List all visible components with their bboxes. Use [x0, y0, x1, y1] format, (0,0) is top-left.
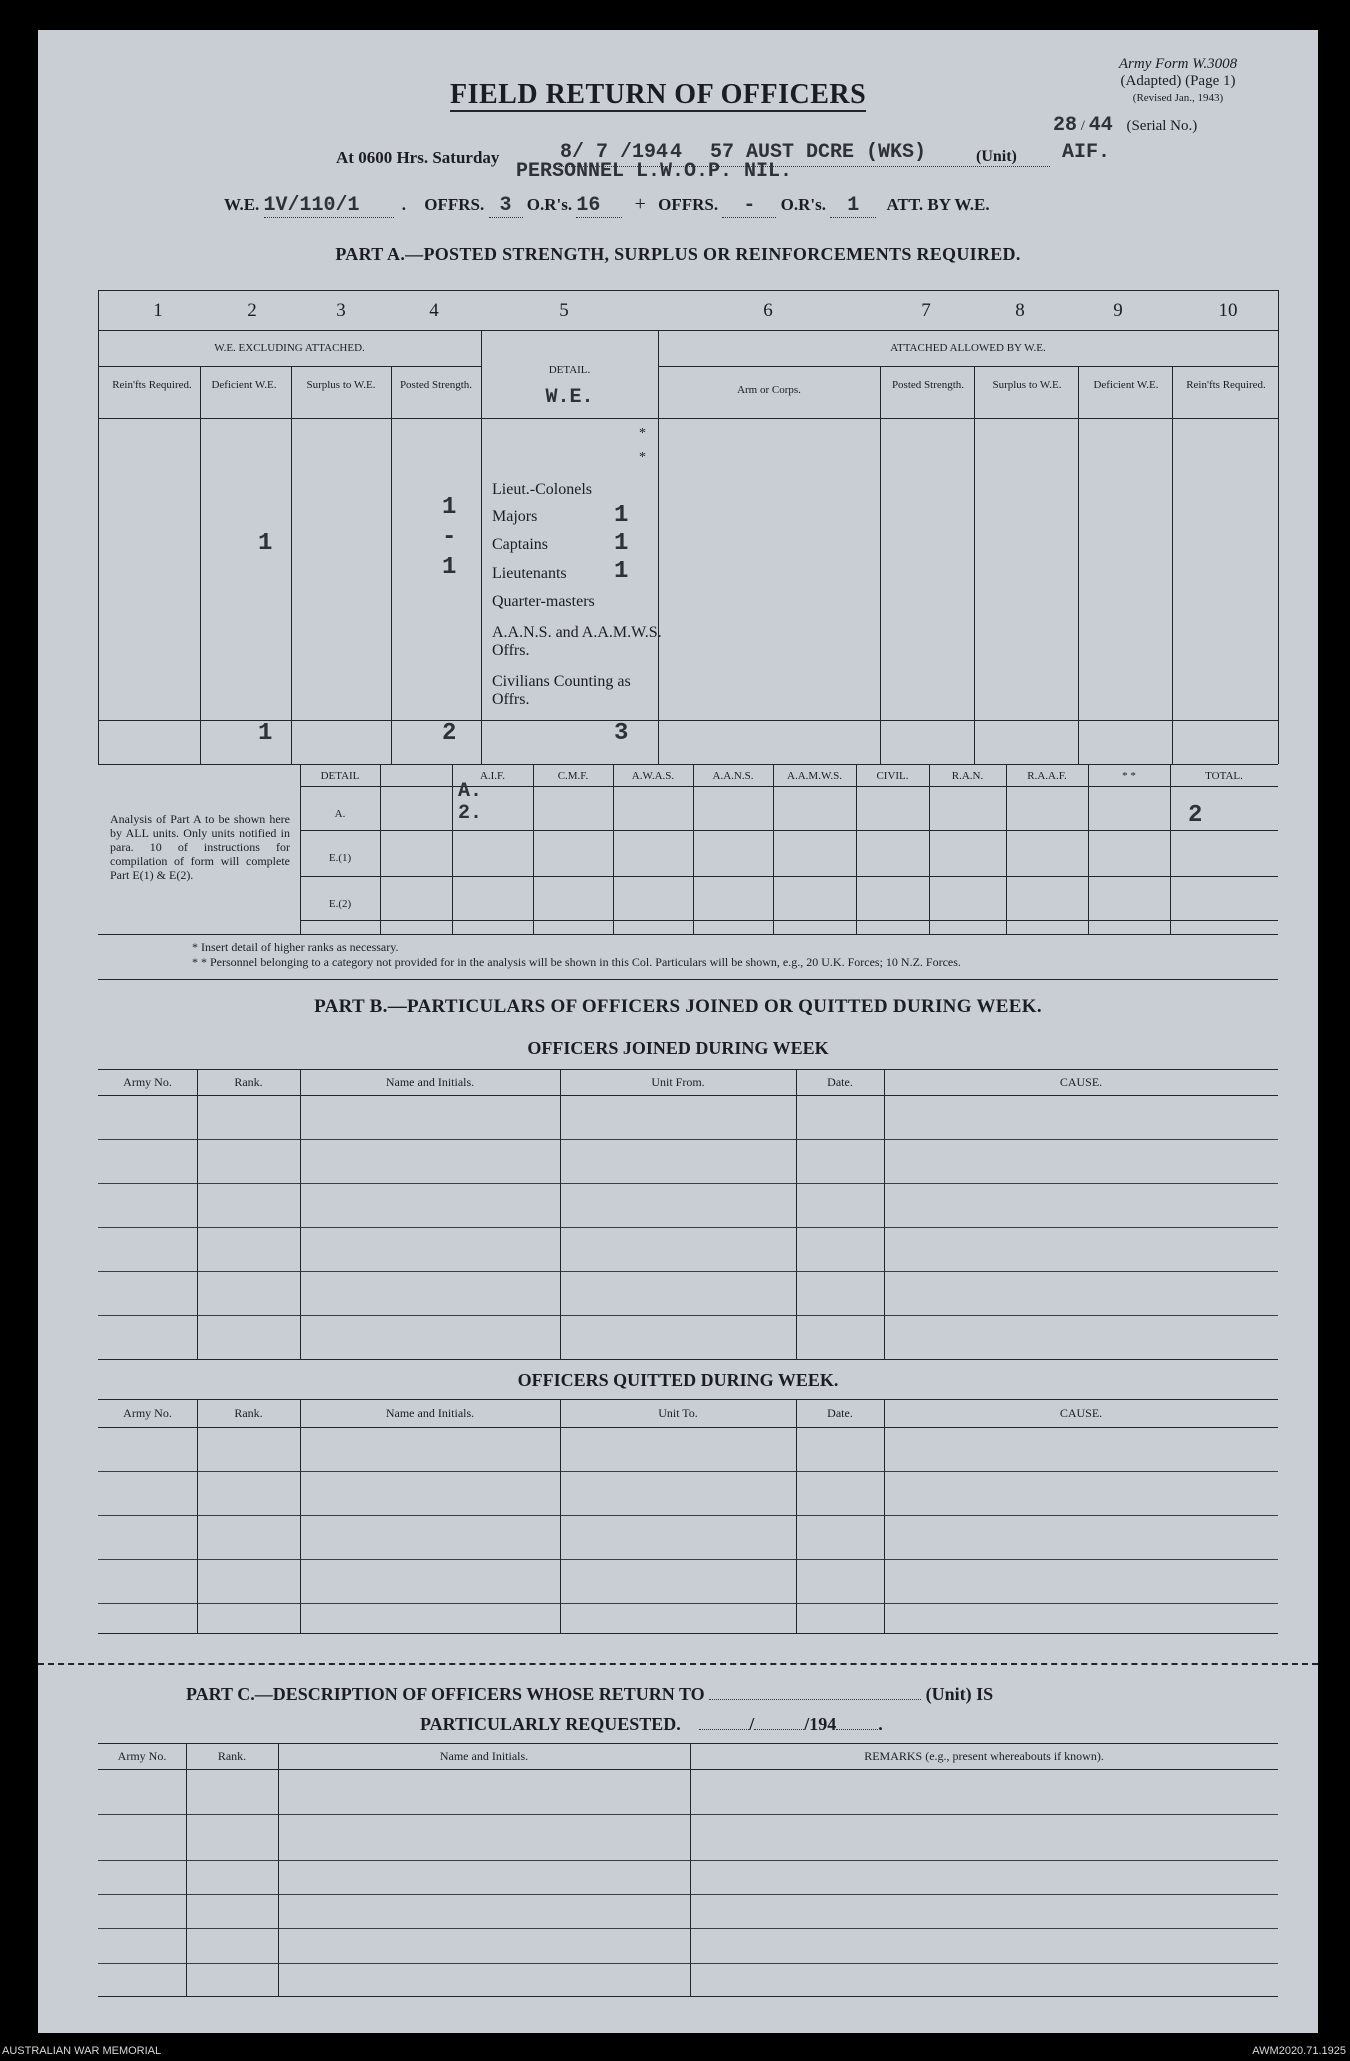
form-title: FIELD RETURN OF OFFICERS: [450, 79, 867, 110]
rank-lieut-colonels: Lieut.-Colonels: [492, 481, 592, 498]
part-c-header-rank: Rank.: [217, 1749, 247, 1763]
footer-left: AUSTRALIAN WAR MEMORIAL: [2, 2045, 162, 2057]
rank-civilians: Civilians Counting as Offrs.: [492, 673, 631, 708]
footnote-1: * Insert detail of higher ranks as necessary.: [192, 940, 399, 954]
joined-header-date: Date.: [827, 1075, 853, 1089]
att-label: ATT. BY W.E.: [886, 195, 990, 214]
plus-sign: +: [634, 193, 646, 215]
col-number-9: 9: [1113, 300, 1123, 321]
perforation-line: [38, 1663, 1318, 1665]
ors2-label: O.R's.: [780, 195, 826, 214]
personnel-note: PERSONNEL L.W.O.P. NIL.: [516, 160, 793, 183]
form-number: [1078, 56, 1278, 107]
form-number-line2: (Adapted) (Page 1): [1120, 73, 1236, 89]
analysis-header-civil: CIVIL.: [876, 770, 909, 782]
we-line: W.E. 1V/110/1 . OFFRS. 3 O.R's. 16 + OFFRS. - O.R's. 1 ATT. BY W.E.: [224, 193, 990, 217]
date-value: 8/ 7 /194: [560, 141, 669, 164]
analysis-header-awas: A.W.A.S.: [631, 770, 675, 782]
analysis-detail-header: DETAIL: [320, 770, 360, 782]
quitted-header-army-no: Army No.: [123, 1406, 172, 1420]
rank-aans-aamws: A.A.N.S. and A.A.M.W.S. Offrs.: [492, 624, 662, 659]
analysis-row-a: A.: [334, 808, 346, 820]
deficient-value: 1: [258, 530, 273, 557]
part-a-title: PART A.—POSTED STRENGTH, SURPLUS OR REINFORCEMENTS REQUIRED.: [335, 244, 1021, 264]
date-year-end: 4: [670, 141, 683, 164]
footer-right: AWM2020.71.1925: [1252, 2045, 1346, 2057]
header-att-surplus-we: Surplus to W.E.: [992, 379, 1062, 391]
analysis-aif-typed: A.: [458, 780, 483, 803]
unit-value: 57 AUST DCRE (WKS): [710, 141, 927, 164]
ors-value: 16: [576, 194, 622, 218]
form-number-line1: Army Form W.3008: [1118, 56, 1238, 72]
posted-value-lieutenants: 1: [442, 554, 457, 581]
date-label: At 0600 Hrs. Saturday: [336, 148, 500, 167]
detail-we-value: W.E.: [545, 386, 594, 409]
col-number-5: 5: [559, 300, 569, 321]
total-we: 3: [614, 720, 629, 747]
analysis-total-value: 2: [1188, 802, 1203, 829]
part-c-header-remarks: REMARKS (e.g., present whereabouts if known).: [864, 1749, 1104, 1763]
analysis-row-e1: E.(1): [328, 852, 352, 864]
part-c-requested: PARTICULARLY REQUESTED.: [420, 1714, 681, 1734]
col-number-2: 2: [247, 300, 257, 321]
detail-header: DETAIL.: [548, 364, 591, 376]
quitted-header-rank: Rank.: [234, 1406, 263, 1420]
we-value-captains: 1: [614, 530, 629, 557]
analysis-header-aif: A.I.F.: [479, 770, 506, 782]
we-value-lieutenants: 1: [614, 558, 629, 585]
aif-value: AIF.: [1062, 141, 1111, 164]
part-b-title: PART B.—PARTICULARS OF OFFICERS JOINED OR QUITTED DURING WEEK.: [314, 996, 1042, 1017]
posted-value-captains: -: [442, 524, 457, 551]
header-reinfts-required: Rein'fts Required.: [112, 379, 192, 391]
col-number-4: 4: [429, 300, 439, 321]
serial-number-label: (Serial No.): [1126, 118, 1198, 134]
part-c-line1: [186, 1684, 993, 1705]
serial-year-value: 44: [1088, 114, 1113, 137]
analysis-header-ran: R.A.N.: [951, 770, 984, 782]
col-number-1: 1: [153, 300, 163, 321]
analysis-header-cmf: C.M.F.: [557, 770, 589, 782]
header-att-deficient-we: Deficient W.E.: [1093, 379, 1159, 391]
group-header-attached: ATTACHED ALLOWED BY W.E.: [890, 342, 1046, 354]
part-c-header-army-no: Army No.: [117, 1749, 167, 1763]
rank-majors: Majors: [492, 508, 538, 525]
part-c-unit-label: (Unit) IS: [925, 1684, 994, 1704]
total-deficient: 1: [258, 720, 273, 747]
quitted-header-unit-to: Unit To.: [658, 1406, 698, 1420]
unit-label: (Unit): [976, 148, 1017, 165]
star-marker: *: [639, 426, 646, 441]
part-c-year: /194: [804, 1714, 837, 1734]
rank-captains: Captains: [492, 536, 548, 553]
analysis-row-e2: E.(2): [328, 898, 352, 910]
serial-number-line: 28 / 44 (Serial No.): [1053, 114, 1198, 137]
col-number-10: 10: [1218, 300, 1238, 321]
col-number-3: 3: [336, 300, 346, 321]
joined-header-unit-from: Unit From.: [651, 1075, 705, 1089]
header-att-posted-strength: Posted Strength.: [891, 379, 965, 391]
analysis-header-raaf: R.A.A.F.: [1027, 770, 1067, 782]
quitted-header-name: Name and Initials.: [385, 1406, 475, 1420]
header-posted-strength: Posted Strength.: [399, 379, 473, 391]
header-arm-or-corps: Arm or Corps.: [737, 384, 801, 396]
joined-header-army-no: Army No.: [123, 1075, 172, 1089]
offrs2-value: -: [722, 194, 776, 218]
analysis-header-total: TOTAL.: [1205, 770, 1243, 782]
we-value-majors: 1: [614, 502, 629, 529]
footnote-2: * * Personnel belonging to a category not provided for in the analysis will be shown in this Col. Particulars will be shown, e.g., 20 U.K. Forces; 10 N.Z. Forces.: [192, 955, 961, 969]
form-sheet: [38, 30, 1318, 2033]
col-number-7: 7: [921, 300, 931, 321]
posted-value-lieut-colonels: 1: [442, 494, 457, 521]
analysis-note: Analysis of Part A to be shown here by ALL units. Only units notified in para. 10 of instructions for compilation of form will complete Part E(1) & E(2).: [110, 812, 290, 882]
star-marker: *: [639, 450, 646, 465]
quitted-title: OFFICERS QUITTED DURING WEEK.: [517, 1370, 839, 1390]
joined-title: OFFICERS JOINED DURING WEEK: [527, 1038, 829, 1058]
offrs-value: 3: [489, 194, 523, 218]
ors2-value: 1: [830, 194, 876, 218]
analysis-header-aans: A.A.N.S.: [712, 770, 754, 782]
part-c-line2: PARTICULARLY REQUESTED. / /194 .: [420, 1714, 883, 1734]
col-number-6: 6: [763, 300, 773, 321]
header-deficient-we: Deficient W.E.: [211, 379, 277, 391]
serial-number-value: 28: [1053, 114, 1078, 137]
group-header-we-excluding: W.E. EXCLUDING ATTACHED.: [214, 342, 365, 354]
joined-header-cause: CAUSE.: [1059, 1075, 1103, 1089]
col-number-8: 8: [1015, 300, 1025, 321]
offrs-label: OFFRS.: [424, 195, 485, 214]
joined-header-name: Name and Initials.: [385, 1075, 475, 1089]
total-posted: 2: [442, 720, 457, 747]
part-c-title: PART C.—DESCRIPTION OF OFFICERS WHOSE RETURN TO: [186, 1684, 705, 1704]
header-att-reinfts-required: Rein'fts Required.: [1186, 379, 1266, 391]
header-surplus-we: Surplus to W.E.: [306, 379, 376, 391]
part-c-header-name: Name and Initials.: [439, 1749, 529, 1763]
rank-quarter-masters: Quarter-masters: [492, 593, 595, 610]
analysis-header-aamws: A.A.M.W.S.: [787, 770, 842, 782]
we-label: W.E.: [224, 195, 260, 214]
rank-lieutenants: Lieutenants: [492, 565, 567, 582]
ors-label: O.R's.: [526, 195, 573, 214]
offrs2-label: OFFRS.: [658, 195, 719, 214]
quitted-header-cause: CAUSE.: [1059, 1406, 1103, 1420]
joined-header-rank: Rank.: [234, 1075, 263, 1089]
analysis-aif-value: 2.: [458, 802, 483, 825]
quitted-header-date: Date.: [827, 1406, 853, 1420]
analysis-header-other: * *: [1122, 770, 1136, 782]
we-value: 1V/110/1: [264, 194, 394, 218]
form-number-line3: (Revised Jan., 1943): [1132, 92, 1224, 104]
